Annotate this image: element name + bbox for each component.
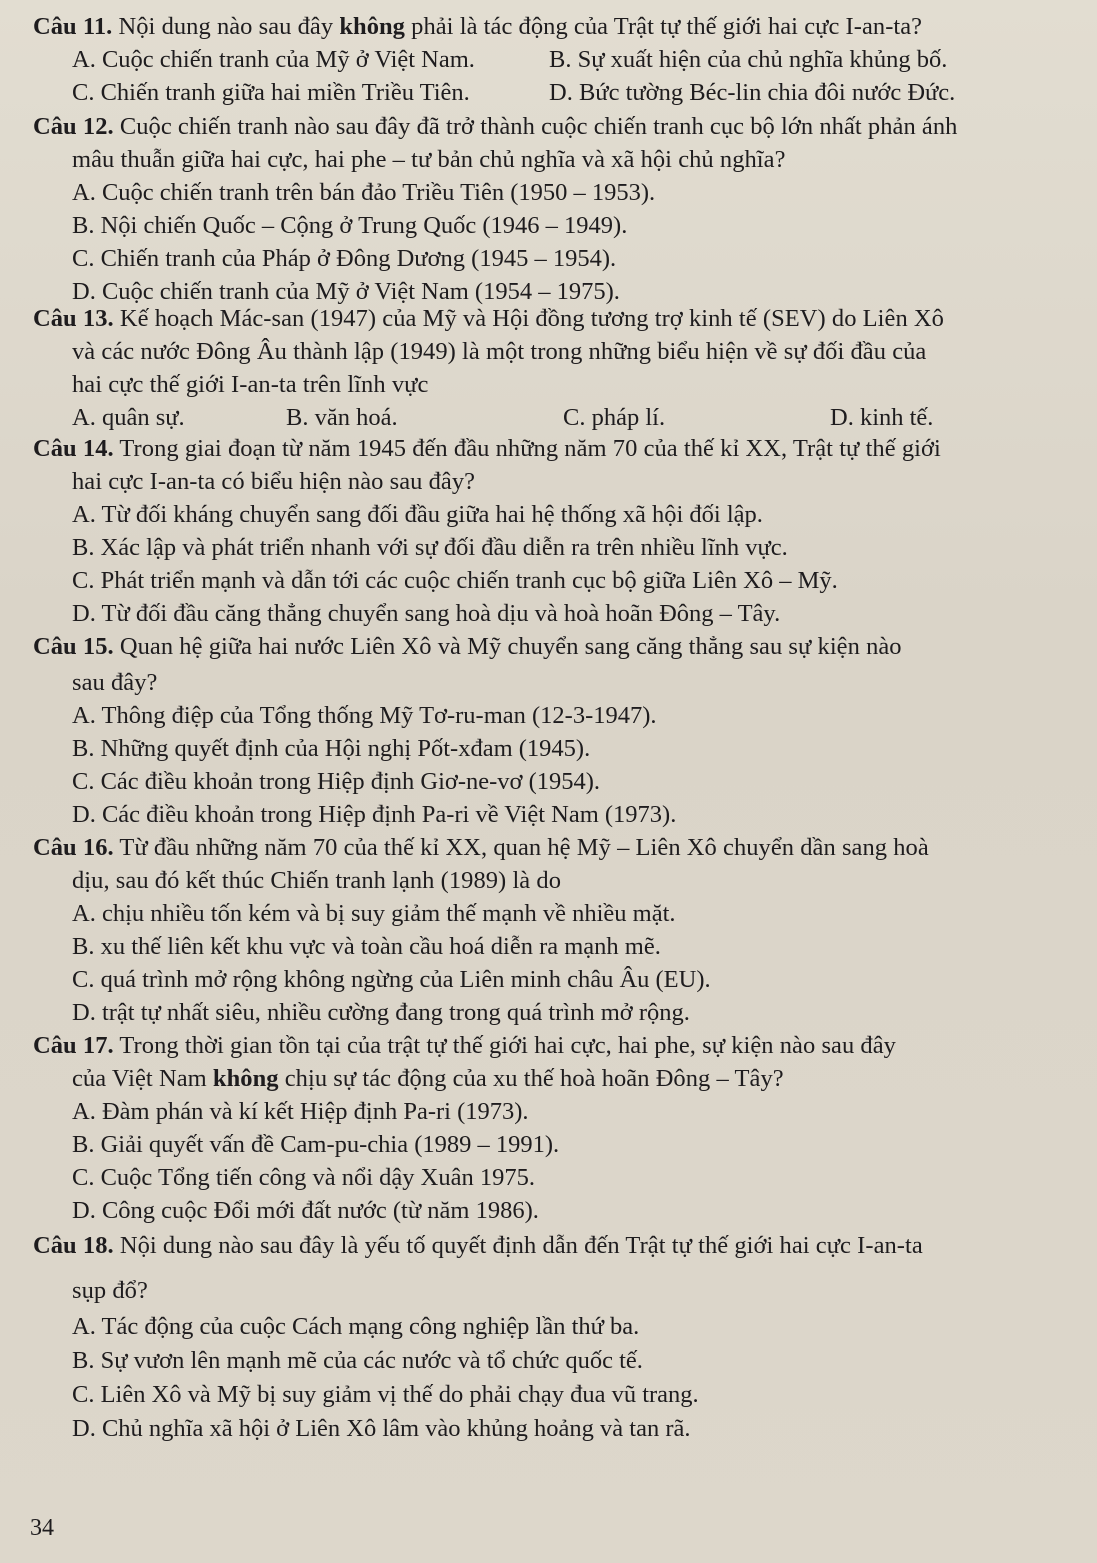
q16-option-b: B. xu thế liên kết khu vực và toàn cầu hoá diễn ra mạnh mẽ. (72, 933, 661, 960)
q17-stem-part: Trong thời gian tồn tại của trật tự thế giới hai cực, hai phe, sự kiện nào sau đây (113, 1032, 896, 1059)
q16-option-a: A. chịu nhiều tốn kém và bị suy giảm thế mạnh về nhiều mặt. (72, 900, 676, 927)
q14-option-a: A. Từ đối kháng chuyển sang đối đầu giữa hai hệ thống xã hội đối lập. (72, 501, 763, 528)
q16-label: Câu 16. (33, 834, 114, 861)
q16-stem-part: Từ đầu những năm 70 của thế kỉ XX, quan hệ Mỹ – Liên Xô chuyển dần sang hoà (113, 834, 929, 861)
q16-option-c: C. quá trình mở rộng không ngừng của Liên minh châu Âu (EU). (72, 966, 711, 993)
q13-stem-part: Kế hoạch Mác-san (1947) của Mỹ và Hội đồng tương trợ kinh tế (SEV) do Liên Xô (113, 305, 944, 332)
q13-option-c: C. pháp lí. (563, 404, 666, 431)
q14-option-b: B. Xác lập và phát triển nhanh với sự đối đầu diễn ra trên nhiều lĩnh vực. (72, 534, 788, 561)
q15-stem-part: Quan hệ giữa hai nước Liên Xô và Mỹ chuyển sang căng thẳng sau sự kiện nào (113, 633, 902, 660)
q18-option-a: A. Tác động của cuộc Cách mạng công nghiệp lần thứ ba. (72, 1313, 640, 1340)
q11-label: Câu 11. (33, 13, 113, 40)
q11-option-b: B. Sự xuất hiện của chủ nghĩa khủng bố. (549, 46, 948, 73)
q11-stem-part: Nội dung nào sau đây (112, 13, 340, 40)
q12-stem (33, 112, 957, 142)
q11-stem-part: phải là tác động của Trật tự thế giới hai cực I-an-ta? (404, 13, 923, 40)
q16-option-d: D. trật tự nhất siêu, nhiều cường đang trong quá trình mở rộng. (72, 999, 690, 1026)
q18-stem (33, 1231, 923, 1261)
q11-option-a: A. Cuộc chiến tranh của Mỹ ở Việt Nam. (72, 46, 475, 73)
q11-option-c: C. Chiến tranh giữa hai miền Triều Tiên. (72, 79, 470, 106)
q15-option-d: D. Các điều khoản trong Hiệp định Pa-ri về Việt Nam (1973). (72, 801, 677, 828)
q13-option-d: D. kinh tế. (830, 404, 934, 431)
q13-stem-line2: và các nước Đông Âu thành lập (1949) là một trong những biểu hiện về sự đối đầu của (72, 338, 927, 365)
q15-stem-line2: sau đây? (72, 669, 158, 696)
q13-option-a: A. quân sự. (72, 404, 185, 431)
q17-stem-part: của Việt Nam (72, 1065, 213, 1092)
q17-option-a: A. Đàm phán và kí kết Hiệp định Pa-ri (1973). (72, 1098, 529, 1125)
q14-stem-line2: hai cực I-an-ta có biểu hiện nào sau đây? (72, 468, 476, 495)
q14-option-c: C. Phát triển mạnh và dẫn tới các cuộc chiến tranh cục bộ giữa Liên Xô – Mỹ. (72, 567, 838, 594)
q16-stem (33, 833, 929, 863)
q18-stem-part: Nội dung nào sau đây là yếu tố quyết định dẫn đến Trật tự thế giới hai cực I-an-ta (113, 1232, 923, 1259)
q12-label: Câu 12. (33, 113, 114, 140)
q12-option-a: A. Cuộc chiến tranh trên bán đảo Triều Tiên (1950 – 1953). (72, 179, 656, 206)
q18-stem-line2: sụp đổ? (72, 1277, 148, 1304)
q17-stem-line2 (72, 1064, 784, 1094)
q12-option-c: C. Chiến tranh của Pháp ở Đông Dương (1945 – 1954). (72, 245, 617, 272)
q17-stem-part: chịu sự tác động của xu thế hoà hoãn Đông – Tây? (278, 1065, 784, 1092)
q13-option-b: B. văn hoá. (286, 404, 398, 431)
q18-option-d: D. Chủ nghĩa xã hội ở Liên Xô lâm vào khủng hoảng và tan rã. (72, 1415, 691, 1442)
page-number: 34 (30, 1515, 54, 1541)
q16-stem-line2: dịu, sau đó kết thúc Chiến tranh lạnh (1989) là do (72, 867, 561, 894)
q12-stem-line2: mâu thuẫn giữa hai cực, hai phe – tư bản chủ nghĩa và xã hội chủ nghĩa? (72, 146, 786, 173)
q14-stem (33, 434, 941, 464)
q13-stem (33, 304, 944, 334)
q15-stem (33, 632, 902, 662)
q15-label: Câu 15. (33, 633, 114, 660)
q17-stem (33, 1031, 896, 1061)
q12-option-b: B. Nội chiến Quốc – Cộng ở Trung Quốc (1946 – 1949). (72, 212, 628, 239)
q11-stem (33, 12, 922, 42)
q12-stem-part: Cuộc chiến tranh nào sau đây đã trở thành cuộc chiến tranh cục bộ lớn nhất phản ánh (113, 113, 958, 140)
q17-option-d: D. Công cuộc Đổi mới đất nước (từ năm 1986). (72, 1197, 539, 1224)
q18-label: Câu 18. (33, 1232, 114, 1259)
q12-option-d: D. Cuộc chiến tranh của Mỹ ở Việt Nam (1954 – 1975). (72, 278, 620, 305)
q11-option-d: D. Bức tường Béc-lin chia đôi nước Đức. (549, 79, 956, 106)
q18-option-c: C. Liên Xô và Mỹ bị suy giảm vị thế do phải chạy đua vũ trang. (72, 1381, 699, 1408)
q11-stem-emphasis: không (339, 13, 405, 40)
q13-stem-line3: hai cực thế giới I-an-ta trên lĩnh vực (72, 371, 429, 398)
q14-stem-part: Trong giai đoạn từ năm 1945 đến đầu những năm 70 của thế kỉ XX, Trật tự thế giới (113, 435, 941, 462)
q13-label: Câu 13. (33, 305, 114, 332)
q18-option-b: B. Sự vươn lên mạnh mẽ của các nước và tổ chức quốc tế. (72, 1347, 643, 1374)
q17-stem-emphasis: không (212, 1065, 279, 1092)
q14-label: Câu 14. (33, 435, 114, 462)
q15-option-a: A. Thông điệp của Tổng thống Mỹ Tơ-ru-man (12-3-1947). (72, 702, 657, 729)
q15-option-b: B. Những quyết định của Hội nghị Pốt-xđam (1945). (72, 735, 591, 762)
q15-option-c: C. Các điều khoản trong Hiệp định Giơ-ne-vơ (1954). (72, 768, 601, 795)
q17-option-b: B. Giải quyết vấn đề Cam-pu-chia (1989 – 1991). (72, 1131, 560, 1158)
q14-option-d: D. Từ đối đầu căng thẳng chuyển sang hoà dịu và hoà hoãn Đông – Tây. (72, 600, 781, 627)
q17-option-c: C. Cuộc Tổng tiến công và nổi dậy Xuân 1975. (72, 1164, 535, 1191)
q17-label: Câu 17. (33, 1032, 114, 1059)
